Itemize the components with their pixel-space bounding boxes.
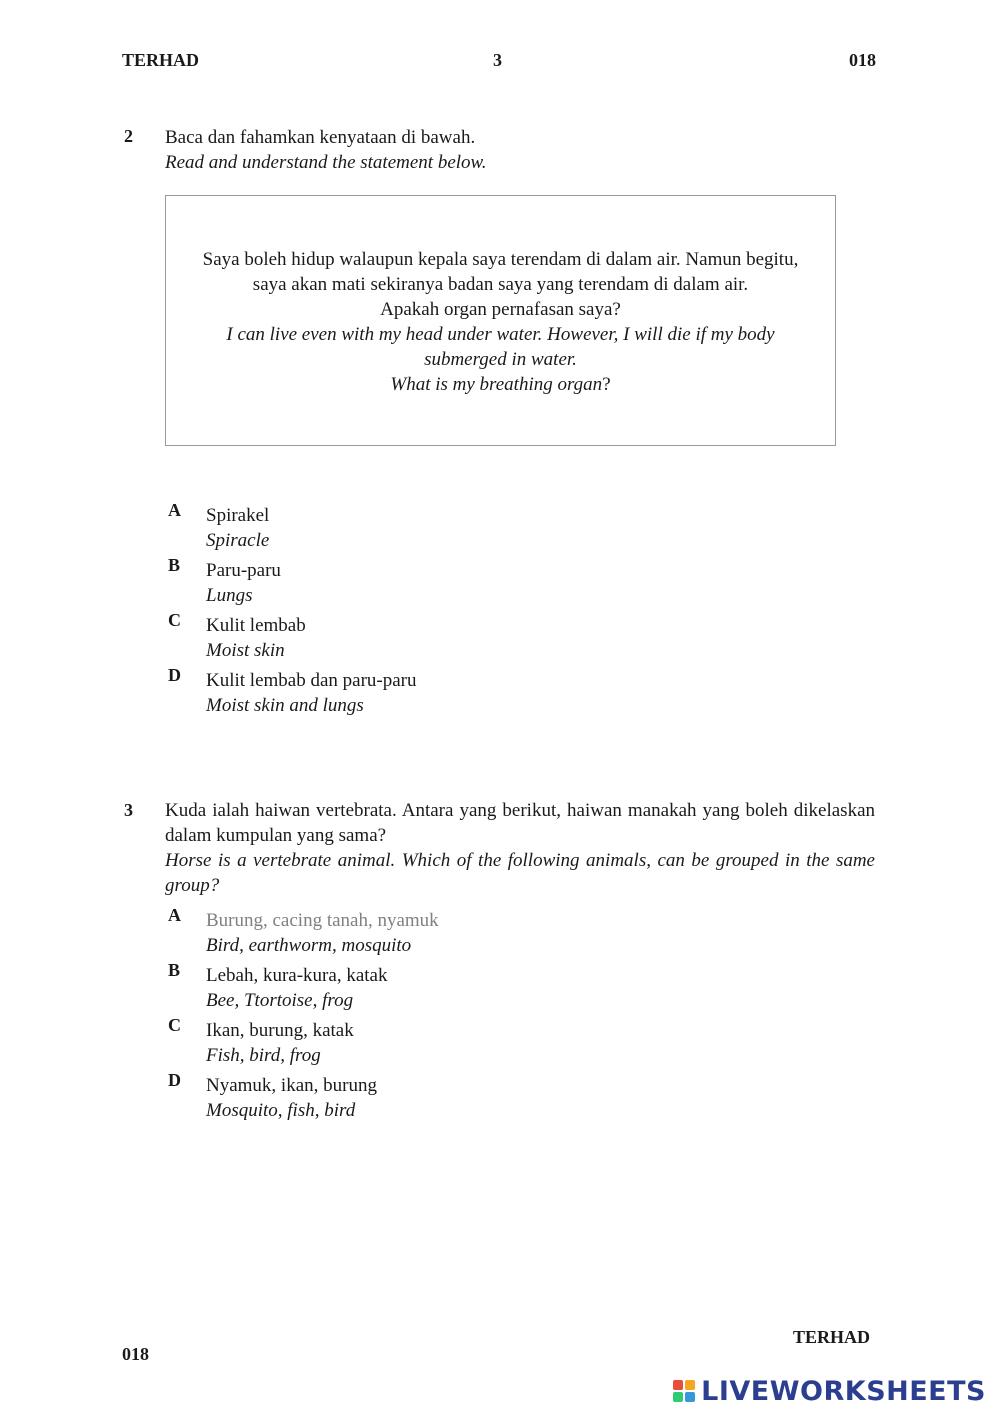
logo-square-4 xyxy=(685,1392,695,1402)
liveworksheets-logo-text: LIVEWORKSHEETS xyxy=(701,1375,986,1407)
option-text-ms: Paru-paru xyxy=(206,560,281,581)
option-letter: B xyxy=(168,555,181,575)
page-number: 3 xyxy=(493,50,502,70)
option-letter: C xyxy=(168,1015,181,1035)
logo-square-1 xyxy=(673,1380,683,1390)
statement-line-6-mark: ? xyxy=(602,374,611,395)
statement-line-5: submerged in water. xyxy=(424,349,577,370)
option-text-en: Moist skin and lungs xyxy=(206,695,364,716)
header-left-label: TERHAD xyxy=(122,50,200,70)
question-3-number: 3 xyxy=(124,800,133,820)
option-text-ms: Kulit lembab dan paru-paru xyxy=(206,670,417,691)
statement-box xyxy=(165,195,836,446)
option-text-en: Bird, earthworm, mosquito xyxy=(206,935,412,956)
option-text-ms: Ikan, burung, katak xyxy=(206,1020,354,1041)
question-2-prompt-en: Read and understand the statement below. xyxy=(165,152,487,173)
option-letter: A xyxy=(168,905,181,925)
question-3-prompt-en: Horse is a vertebrate animal. Which of the following animals, can be grouped in the same group? xyxy=(165,850,875,896)
option-text-en: Spiracle xyxy=(206,530,270,551)
logo-square-2 xyxy=(685,1380,695,1390)
statement-line-4: I can live even with my head under water. However, I will die if my body xyxy=(226,324,775,345)
option-text-ms: Nyamuk, ikan, burung xyxy=(206,1075,377,1096)
option-text-en: Fish, bird, frog xyxy=(206,1045,321,1066)
statement-line-2: saya akan mati sekiranya badan saya yang terendam di dalam air. xyxy=(252,274,749,295)
option-text-ms: Kulit lembab xyxy=(206,615,306,636)
footer-left-code: 018 xyxy=(122,1344,149,1364)
option-text-ms: Burung, cacing tanah, nyamuk xyxy=(206,910,439,931)
option-text-en: Lungs xyxy=(206,585,253,606)
statement-line-6-text: What is my breathing organ xyxy=(390,374,603,395)
option-letter: B xyxy=(168,960,181,980)
option-text-en: Moist skin xyxy=(206,640,285,661)
option-letter: D xyxy=(168,1070,181,1090)
question-2-number: 2 xyxy=(124,126,133,146)
option-letter: C xyxy=(168,610,181,630)
option-text-ms: Spirakel xyxy=(206,505,270,526)
question-3-prompt-ms: Kuda ialah haiwan vertebrata. Antara yang berikut, haiwan manakah yang boleh dikelaskan dalam kumpulan yang sama? xyxy=(165,800,875,846)
logo-square-3 xyxy=(673,1392,683,1402)
option-text-ms: Lebah, kura-kura, katak xyxy=(206,965,388,986)
statement-line-6 xyxy=(166,372,835,397)
option-letter: A xyxy=(168,500,181,520)
option-letter: D xyxy=(168,665,181,685)
statement-line-1: Saya boleh hidup walaupun kepala saya terendam di dalam air. Namun begitu, xyxy=(202,249,799,270)
footer-right-label: TERHAD xyxy=(793,1327,871,1347)
statement-line-3: Apakah organ pernafasan saya? xyxy=(380,299,621,320)
question-2-prompt-ms: Baca dan fahamkan kenyataan di bawah. xyxy=(165,127,476,148)
header-right-code: 018 xyxy=(849,50,876,70)
option-text-en: Mosquito, fish, bird xyxy=(206,1100,356,1121)
option-text-en: Bee, Ttortoise, frog xyxy=(206,990,354,1011)
liveworksheets-logo[interactable] xyxy=(673,1373,986,1409)
liveworksheets-logo-icon xyxy=(673,1380,695,1402)
